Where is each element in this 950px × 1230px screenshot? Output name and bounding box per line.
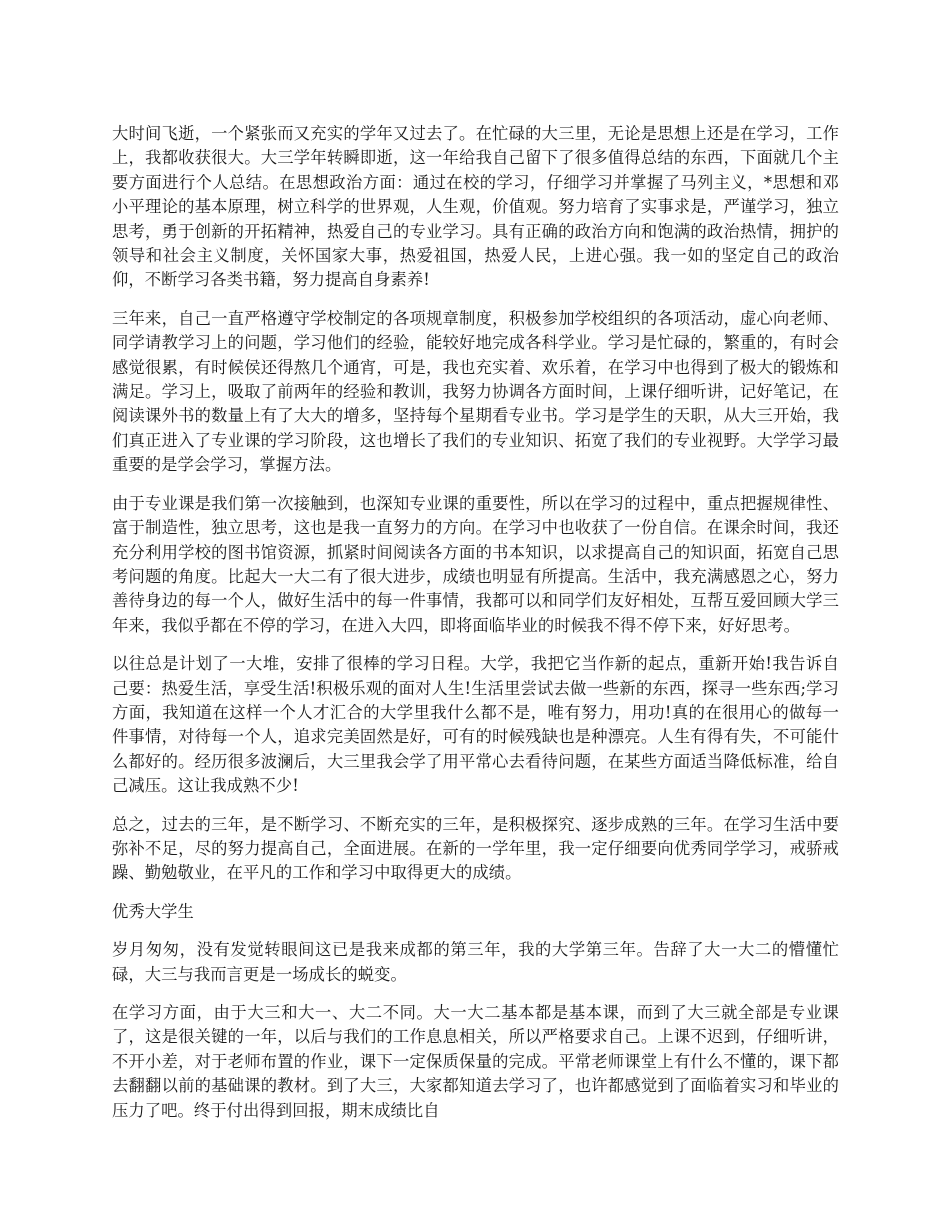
paragraph-5: 总之，过去的三年，是不断学习、不断充实的三年，是积极探究、逐步成熟的三年。在学习生活中要弥补不足，尽的努力提高自己，全面进展。在新的一学年里，我一定仔细要向优秀同学学习，戒骄戒躁、勤勉敬业，在平凡的工作和学习中取得更大的成绩。	[112, 814, 839, 883]
paragraph-6: 岁月匆匆，没有发觉转眼间这已是我来成都的第三年，我的大学第三年。告辞了大一大二的懵懂忙碌，大三与我而言更是一场成长的蜕变。	[112, 940, 839, 984]
paragraph-2: 三年来，自己一直严格遵守学校制定的各项规章制度，积极参加学校组织的各项活动，虚心向老师、同学请教学习上的问题，学习他们的经验，能较好地完成各科学业。学习是忙碌的，繁重的，有时会感觉很累，有时候侯还得熬几个通宵，可是，我也充实着、欢乐着，在学习中也得到了极大的锻炼和满足。学习上，吸取了前两年的经验和教训，我努力协调各方面时间，上课仔细听讲，记好笔记，在阅读课外书的数量上有了大大的增多，坚持每个星期看专业书。学习是学生的天职，从大三开始，我们真正进入了专业课的学习阶段，这也增长了我们的专业知识、拓宽了我们的专业视野。大学学习最重要的是学会学习，掌握方法。	[112, 308, 839, 475]
section-heading: 优秀大学生	[112, 901, 194, 921]
paragraph-3: 由于专业课是我们第一次接触到，也深知专业课的重要性，所以在学习的过程中，重点把握规律性、富于制造性，独立思考，这也是我一直努力的方向。在学习中也收获了一份自信。在课余时间，我还充分利用学校的图书馆资源，抓紧时间阅读各方面的书本知识，以求提高自己的知识面，拓宽自己思考问题的角度。比起大一大二有了很大进步，成绩也明显有所提高。生活中，我充满感恩之心，努力善待身边的每一个人，做好生活中的每一件事情，我都可以和同学们友好相处，互帮互爱回顾大学三年来，我似乎都在不停的学习，在进入大四，即将面临毕业的时候我不得不停下来，好好思考。	[112, 493, 839, 635]
paragraph-7: 在学习方面，由于大三和大一、大二不同。大一大二基本都是基本课，而到了大三就全部是专业课了，这是很关键的一年，以后与我们的工作息息相关，所以严格要求自己。上课不迟到，仔细听讲，不开小差，对于老师布置的作业，课下一定保质保量的完成。平常老师课堂上有什么不懂的，课下都去翻翻以前的基础课的教材。到了大三，大家都知道去学习了，也许都感觉到了面临着实习和毕业的压力了吧。终于付出得到回报，期末成绩比自	[112, 1003, 839, 1120]
paragraph-1: 大时间飞逝，一个紧张而又充实的学年又过去了。在忙碌的大三里，无论是思想上还是在学习，工作上，我都收获很大。大三学年转瞬即逝，这一年给我自己留下了很多值得总结的东西，下面就几个主要方面进行个人总结。在思想政治方面：通过在校的学习，仔细学习并掌握了马列主义，*思想和邓小平理论的基本原理，树立科学的世界观，人生观，价值观。努力培育了实事求是，严谨学习，独立思考，勇于创新的开拓精神，热爱自己的专业学习。具有正确的政治方向和饱满的政治热情，拥护的领导和社会主义制度，关怀国家大事，热爱祖国，热爱人民，上进心强。我一如的坚定自己的政治仰，不断学习各类书籍，努力提高自身素养!	[112, 124, 839, 290]
paragraph-4: 以往总是计划了一大堆，安排了很棒的学习日程。大学，我把它当作新的起点，重新开始!我告诉自己要：热爱生活，享受生活!积极乐观的面对人生!生活里尝试去做一些新的东西，探寻一些东西;学习方面，我知道在这样一个人才汇合的大学里我什么都不是，唯有努力，用功!真的在很用心的做每一件事情，对待每一个人，追求完美固然是好，可有的时候残缺也是种漂亮。人生有得有失，不可能什么都好的。经历很多波澜后，大三里我会学了用平常心去看待问题，在某些方面适当降低标准，给自己减压。这让我成熟不少!	[112, 654, 839, 796]
document-page	[112, 122, 839, 1137]
